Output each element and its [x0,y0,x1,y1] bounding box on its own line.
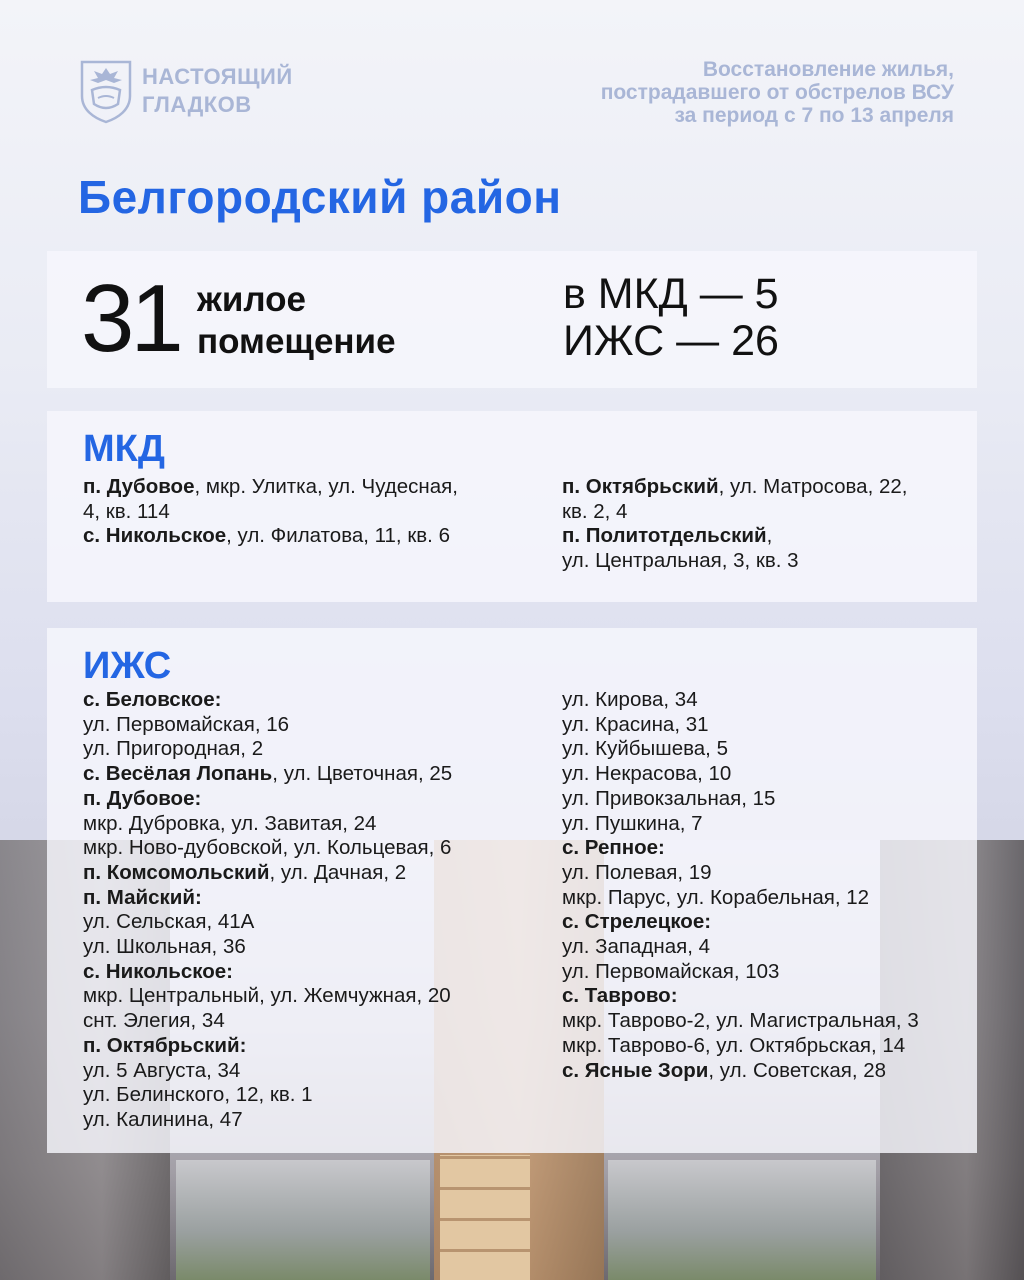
address-line [83,861,533,886]
address-text: ул. Западная, 4 [562,935,711,959]
address-text: мкр. Дубровка, ул. Завитая, 24 [83,811,377,835]
address-text: 4, кв. 114 [83,499,170,523]
settlement-name: с. Стрелецкое: [562,910,712,934]
address-line [83,688,533,713]
address-line [83,910,533,935]
brand-line-2: ГЛАДКОВ [142,92,252,117]
address-line [562,737,972,762]
address-line [83,500,533,525]
address-text: ул. Кирова, 34 [562,688,698,711]
address-line [562,524,962,549]
total-count: 31 [81,265,180,372]
address-line [562,762,972,787]
address-text: ул. Красина, 31 [562,712,709,736]
address-line [83,836,533,861]
address-text: ул. 5 Августа, 34 [83,1058,241,1082]
summary-card [47,251,977,388]
address-line [83,1009,533,1034]
address-line [562,475,962,500]
mkd-card [47,411,977,602]
address-text: ул. Привокзальная, 15 [562,786,776,810]
address-text: ул. Белинского, 12, кв. 1 [83,1083,313,1107]
address-line [562,549,962,574]
address-line [83,1083,533,1108]
address-line [83,984,533,1009]
address-line [562,935,972,960]
address-text: , ул. Цветочная, 25 [272,762,453,786]
brand-name [142,63,293,119]
address-text: , [766,524,773,548]
address-line [83,762,533,787]
brand-line-1: НАСТОЯЩИЙ [142,64,293,89]
address-line [562,812,972,837]
address-text: снт. Элегия, 34 [83,1009,225,1033]
district-title: Белгородский район [78,171,562,223]
address-text: мкр. Парус, ул. Корабельная, 12 [562,885,870,909]
mkd-list-left [83,475,533,549]
address-line [562,960,972,985]
address-text: ул. Пушкина, 7 [562,811,703,835]
address-text: ул. Первомайская, 16 [83,712,290,736]
settlement-name: п. Дубовое [83,475,195,498]
address-line [83,812,533,837]
period-line-2: пострадавшего от обстрелов ВСУ [600,81,954,104]
address-line [83,1034,533,1059]
address-line [562,1034,972,1059]
address-text: мкр. Таврово-2, ул. Магистральная, 3 [562,1009,919,1033]
settlement-name: с. Весёлая Лопань [83,762,273,786]
total-label [197,279,497,363]
address-text: , ул. Дачная, 2 [269,860,407,884]
mkd-section-title: МКД [83,428,165,470]
address-line [83,960,533,985]
address-line [562,910,972,935]
address-text: ул. Полевая, 19 [562,860,712,884]
address-text: ул. Куйбышева, 5 [562,737,728,761]
address-text: , ул. Филатова, 11, кв. 6 [226,524,450,548]
address-text: мкр. Таврово-6, ул. Октябрьская, 14 [562,1033,906,1057]
address-text: мкр. Ново-дубовской, ул. Кольцевая, 6 [83,836,452,860]
address-text: , ул. Матросова, 22, [718,475,908,498]
address-text: ул. Первомайская, 103 [562,959,780,983]
brand-logo [78,58,293,124]
address-text: ул. Некрасова, 10 [562,762,732,786]
izhs-section-title: ИЖС [83,645,172,687]
address-text: ул. Центральная, 3, кв. 3 [562,549,799,573]
izhs-list-left [83,688,533,1133]
settlement-name: с. Никольское: [83,959,233,983]
settlement-name: п. Майский: [83,885,202,909]
settlement-name: с. Репное: [562,836,665,860]
address-text: ул. Школьная, 36 [83,935,246,959]
address-line [83,475,533,500]
address-line [83,713,533,738]
address-line [562,984,972,1009]
period-caption [534,58,954,127]
address-line [562,713,972,738]
address-text: ул. Пригородная, 2 [83,737,264,761]
belgorod-crest-icon [78,58,134,124]
izhs-card [47,628,977,1153]
mkd-list-right [562,475,962,574]
settlement-name: п. Октябрьский: [83,1033,247,1057]
settlement-name: п. Комсомольский [83,860,270,884]
address-line [562,688,972,713]
address-line [83,1108,533,1133]
address-line [562,1009,972,1034]
address-line [83,935,533,960]
address-line [562,500,962,525]
settlement-name: с. Таврово: [562,984,678,1008]
settlement-name: п. Октябрьский [562,475,719,498]
settlement-name: с. Никольское [83,524,227,548]
izhs-count: ИЖС — 26 [563,317,779,365]
address-text: , мкр. Улитка, ул. Чудесная, [194,475,458,498]
address-text: ул. Сельская, 41А [83,910,255,934]
address-line [562,886,972,911]
address-line [83,886,533,911]
period-line-1: Восстановление жилья, [702,58,954,81]
settlement-name: п. Дубовое: [83,786,202,810]
address-text: ул. Калинина, 47 [83,1107,243,1131]
settlement-name: с. Беловское: [83,688,222,711]
settlement-name: с. Ясные Зори [562,1058,709,1082]
address-line [562,787,972,812]
settlement-name: п. Политотдельский [562,524,767,548]
period-line-3: за период с 7 по 13 апреля [674,104,954,127]
address-text: , ул. Советская, 28 [708,1058,887,1082]
address-line [562,1059,972,1084]
address-line [83,524,533,549]
total-label-line-2: помещение [197,322,396,361]
total-label-line-1: жилое [197,280,306,319]
address-line [83,737,533,762]
address-text: мкр. Центральный, ул. Жемчужная, 20 [83,984,451,1008]
address-text: кв. 2, 4 [562,499,628,523]
address-line [83,787,533,812]
address-line [83,1059,533,1084]
address-line [562,836,972,861]
count-breakdown [563,271,779,365]
izhs-list-right [562,688,972,1083]
mkd-count: в МКД — 5 [563,270,779,318]
address-line [562,861,972,886]
